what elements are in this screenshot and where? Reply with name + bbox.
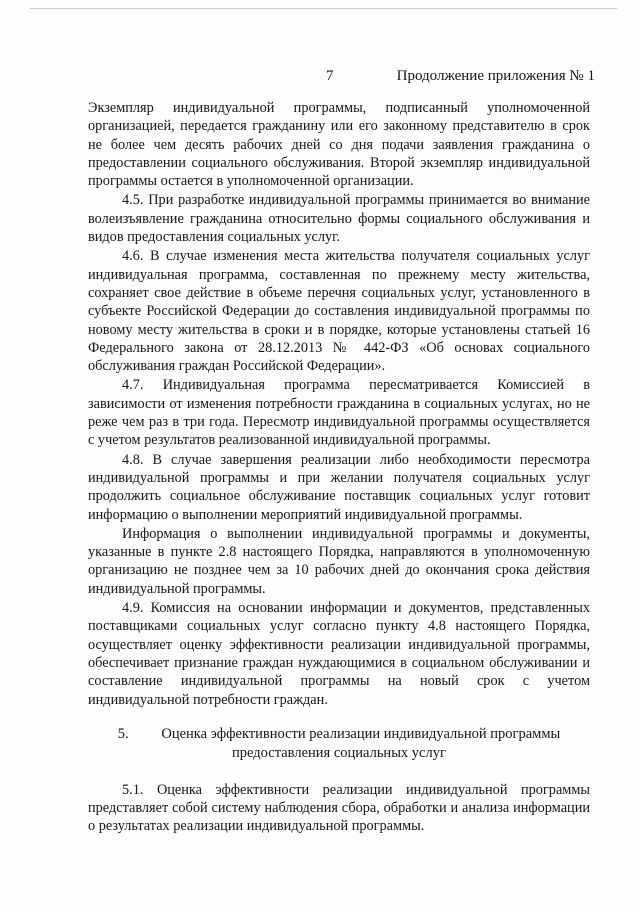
paragraph-4-4-continued: Экземпляр индивидуальной программы, подписанный уполномоченной организацией, передается гражданину или его законному представителю в срок не более чем десять рабочих дней со дня подачи заявления гражданина о предоставлении социального обслуживания. Второй экземпляр индивидуальной программы остается в уполномоченной организации. xyxy=(88,100,590,190)
paragraph-4-9: 4.9. Комиссия на основании информации и документов, представленных поставщиками социальных услуг согласно пункту 4.8 настоящего Порядка, осуществляет оценку эффективности реализации индивидуальной программы, обеспечивает признание граждан нуждающимися в социальном обслуживании и составление индивидуальной программы на новый срок с учетом индивидуальной потребности граждан. xyxy=(88,600,590,708)
paragraph-5-1: 5.1. Оценка эффективности реализации индивидуальной программы представляет собой систему наблюдения сбора, обработки и анализа информации о результатах реализации индивидуальной программы. xyxy=(88,781,590,835)
paragraph-4-8: 4.8. В случае завершения реализации либо необходимости пересмотра индивидуальной программы и при желании получателя социальных услуг продолжить социальное обслуживание поставщик социальных услуг готовит информацию о выполнении мероприятий индивидуальной программы. xyxy=(88,451,590,523)
scan-edge-line xyxy=(30,8,617,9)
paragraph-4-5: 4.5. При разработке индивидуальной программы принимается во внимание волеизъявление гражданина относительно формы социального обслуживания и видов предоставления социальных услуг. xyxy=(88,192,590,246)
section-title-line2: предоставления социальных услуг xyxy=(232,744,446,761)
document-body xyxy=(88,99,590,836)
appendix-continuation: Продолжение приложения № 1 xyxy=(396,68,595,84)
section-number: 5. xyxy=(117,725,129,742)
page-header xyxy=(0,68,639,90)
page-number: 7 xyxy=(326,68,334,84)
section-title-line1: Оценка эффективности реализации индивидуальной программы xyxy=(161,725,561,742)
paragraph-4-6: 4.6. В случае изменения места жительства получателя социальных услуг индивидуальная программа, составленная по прежнему месту жительства, сохраняет свое действие в объеме перечня социальных услуг, установленного в субъекте Российской Федерации до составления индивидуальной программы по новому месту жительства в сроки и в порядке, которые установлены статьей 16 Федерального закона от 28.12.2013 № 442-ФЗ «Об основах социального обслуживания граждан Российской Федерации». xyxy=(88,248,590,375)
paragraph-4-8-info: Информация о выполнении индивидуальной программы и документы, указанные в пункте 2.8 настоящего Порядка, направляются в уполномоченную организацию не позднее чем за 10 рабочих дней до окончания срока действия индивидуальной программы. xyxy=(88,525,590,597)
section-5-heading xyxy=(88,725,590,763)
paragraph-4-7: 4.7. Индивидуальная программа пересматривается Комиссией в зависимости от изменения потребности гражданина в социальных услугах, но не реже чем раз в три года. Пересмотр индивидуальной программы осуществляется с учетом результатов реализованной индивидуальной программы. xyxy=(88,377,590,449)
